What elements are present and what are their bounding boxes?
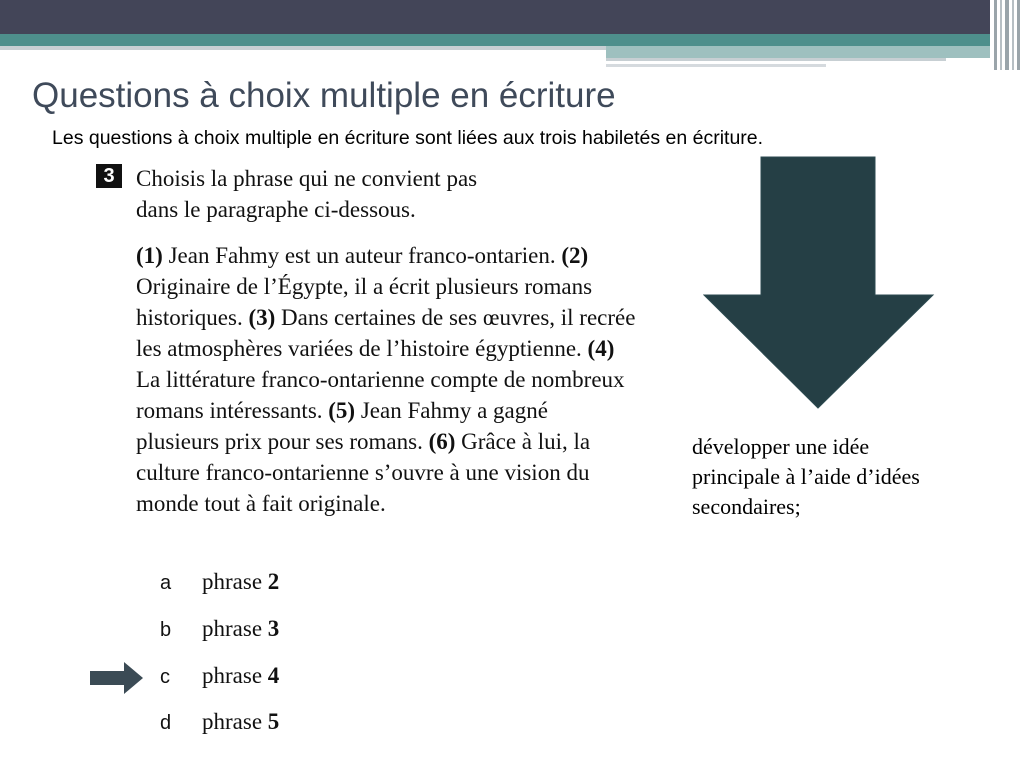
option-number: 5	[267, 709, 280, 734]
header-rule-3	[606, 64, 826, 67]
right-arrow-icon	[90, 662, 144, 694]
option-number: 4	[267, 663, 280, 688]
sentence-marker: (1)	[136, 243, 163, 268]
option-word: phrase	[202, 709, 263, 734]
sentence-marker: (5)	[328, 398, 356, 423]
header-stripe	[994, 0, 997, 70]
header-accent-band-light	[606, 46, 990, 58]
sentence-marker: (6)	[428, 429, 456, 454]
sentence-marker: (2)	[561, 243, 589, 268]
sentence-text: La littérature franco-ontarienne compte de nombreux romans intéressants.	[136, 367, 625, 423]
option-number: 2	[267, 569, 280, 594]
question-passage	[136, 240, 636, 519]
header-rule	[0, 46, 606, 50]
sentence-marker: (4)	[587, 336, 615, 361]
down-arrow-icon	[703, 156, 935, 410]
header-accent-band	[0, 34, 990, 46]
sentence-text: Grâce à lui, la culture franco-ontarienne s’ouvre à une vision du monde tout à fait originale.	[136, 429, 591, 516]
sentence-text: Jean Fahmy est un auteur franco-ontarien.	[162, 243, 556, 268]
sentence-text: Jean Fahmy a gagné plusieurs prix pour ses romans.	[136, 398, 548, 454]
option-letter: d	[160, 712, 172, 734]
header-rule-2	[606, 58, 946, 61]
header-stripe	[1012, 0, 1014, 70]
option-letter: a	[160, 572, 172, 594]
answer-option-c	[160, 661, 279, 691]
option-letter: c	[160, 666, 170, 688]
sentence-text: Dans certaines de ses œuvres, il recrée les atmosphères variées de l’histoire égyptienne.	[136, 305, 636, 361]
side-note: développer une idée principale à l’aide d’idées secondaires;	[692, 434, 920, 519]
answer-option-d	[160, 707, 279, 737]
question-prompt	[136, 163, 576, 225]
option-word: phrase	[202, 663, 263, 688]
question-number-badge: 3	[96, 164, 122, 188]
slide-title: Questions à choix multiple en écriture	[32, 76, 616, 115]
option-word: phrase	[202, 616, 263, 641]
header-stripe	[1000, 0, 1002, 70]
answer-option-a	[160, 567, 279, 597]
header-bar	[0, 0, 990, 34]
option-word: phrase	[202, 569, 263, 594]
answer-option-b	[160, 614, 279, 644]
prompt-line-2: dans le paragraphe ci-dessous.	[136, 197, 416, 222]
option-letter: b	[160, 619, 172, 641]
down-arrow-shape	[704, 157, 933, 408]
header-stripe	[1005, 0, 1009, 70]
prompt-line-1: Choisis la phrase qui ne convient pas	[136, 166, 478, 191]
option-number: 3	[267, 616, 280, 641]
slide-subtitle: Les questions à choix multiple en écriture sont liées aux trois habiletés en écriture.	[52, 127, 764, 149]
right-arrow-shape	[90, 662, 143, 694]
header-stripe	[1017, 0, 1020, 70]
sentence-marker: (3)	[248, 305, 276, 330]
sentence-text: Originaire de l’Égypte, il a écrit plusieurs romans historiques.	[136, 274, 593, 330]
